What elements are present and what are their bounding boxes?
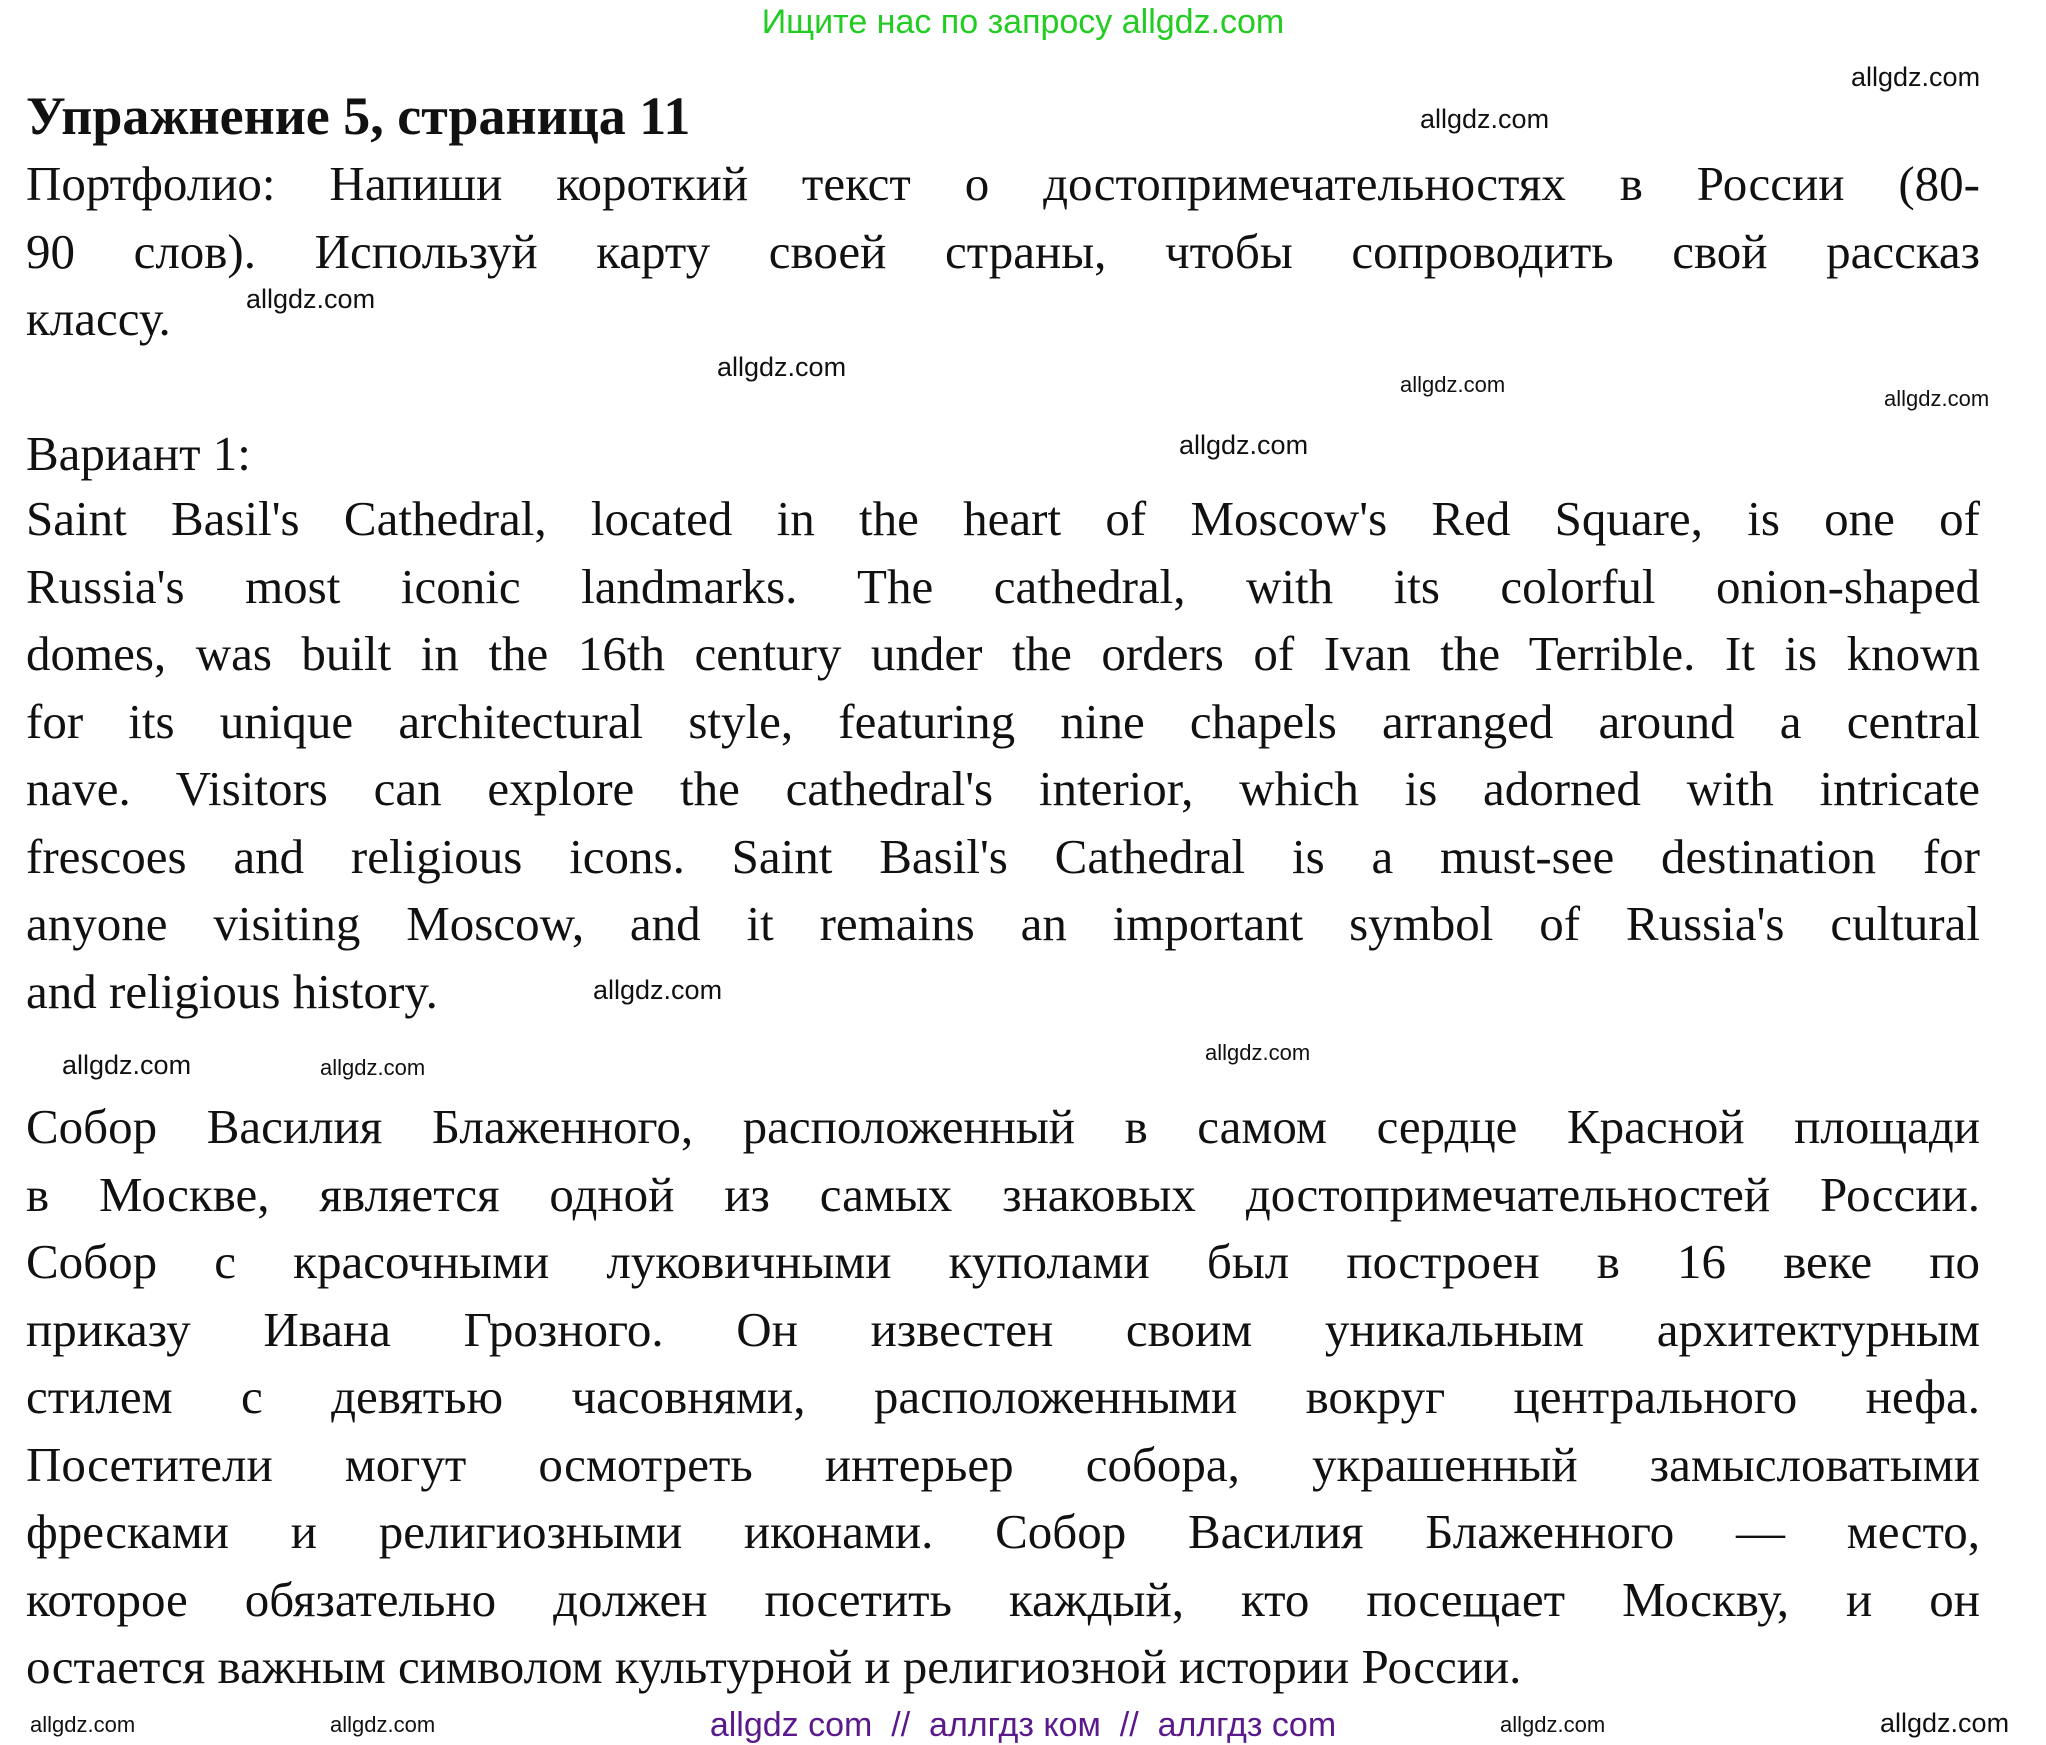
variant-label: [26, 420, 1980, 488]
task-prompt: [26, 150, 1980, 353]
footer-banner: allgdz com // аллгдз ком // аллгдз com: [709, 1706, 1337, 1744]
text-line: frescoes and religious icons. Saint Basil's Cathedral is a must-see destination for: [26, 828, 1980, 884]
text-line: domes, was built in the 16th century under the orders of Ivan the Terrible. It is known: [26, 626, 1980, 681]
text-line: Russia's most iconic landmarks. The cathedral, with its colorful onion-shaped: [26, 558, 1980, 614]
text-line: anyone visiting Moscow, and it remains an important symbol of Russia's cultural: [26, 896, 1980, 951]
russian-answer: [26, 1093, 1980, 1701]
prompt-line: Портфолио: Напиши короткий текст о достопримечательностях в России (80-: [26, 156, 1980, 211]
text-line: в Москве, является одной из самых знаковых достопримечательностей России.: [26, 1166, 1980, 1222]
text-line: Собор Василия Блаженного, расположенный в самом сердце Красной площади: [26, 1099, 1980, 1154]
page-title: Упражнение 5, страница 11: [26, 86, 691, 146]
header-banner: Ищите нас по запросу allgdz.com: [761, 3, 1285, 41]
watermark: allgdz.com: [1179, 430, 1309, 460]
watermark: allgdz.com: [1851, 62, 1981, 92]
watermark: allgdz.com: [1884, 386, 1990, 411]
variant-label-text: Вариант 1:: [26, 426, 251, 481]
watermark: allgdz.com: [246, 284, 376, 314]
text-line: приказу Ивана Грозного. Он известен своим уникальным архитектурным: [26, 1301, 1980, 1357]
watermark: allgdz.com: [1420, 104, 1550, 134]
text-line: and religious history.: [26, 963, 438, 1019]
watermark: allgdz.com: [30, 1712, 136, 1737]
prompt-line: 90 слов). Используй карту своей страны, чтобы сопроводить свой рассказ: [26, 223, 1980, 279]
watermark: allgdz.com: [320, 1055, 426, 1080]
english-answer: [26, 485, 1980, 1025]
text-line: фресками и религиозными иконами. Собор Василия Блаженного — место,: [26, 1504, 1980, 1559]
prompt-line: классу.: [26, 291, 171, 346]
watermark: allgdz.com: [62, 1050, 192, 1080]
text-line: которое обязательно должен посетить каждый, кто посещает Москву, и он: [26, 1571, 1980, 1627]
watermark: allgdz.com: [330, 1712, 436, 1737]
text-line: nave. Visitors can explore the cathedral's interior, which is adorned with intricate: [26, 761, 1980, 816]
watermark: allgdz.com: [1205, 1040, 1311, 1065]
text-line: Собор с красочными луковичными куполами был построен в 16 веке по: [26, 1234, 1980, 1289]
text-line: for its unique architectural style, featuring nine chapels arranged around a central: [26, 693, 1980, 749]
watermark: allgdz.com: [1500, 1712, 1606, 1737]
text-line: Saint Basil's Cathedral, located in the heart of Moscow's Red Square, is one of: [26, 491, 1980, 546]
text-line: остается важным символом культурной и религиозной истории России.: [26, 1639, 1522, 1694]
watermark: allgdz.com: [593, 975, 723, 1005]
text-line: стилем с девятью часовнями, расположенными вокруг центрального нефа.: [26, 1369, 1980, 1424]
watermark: allgdz.com: [717, 352, 847, 382]
watermark: allgdz.com: [1400, 372, 1506, 397]
watermark: allgdz.com: [1880, 1708, 2010, 1738]
text-line: Посетители могут осмотреть интерьер собора, украшенный замысловатыми: [26, 1436, 1980, 1492]
